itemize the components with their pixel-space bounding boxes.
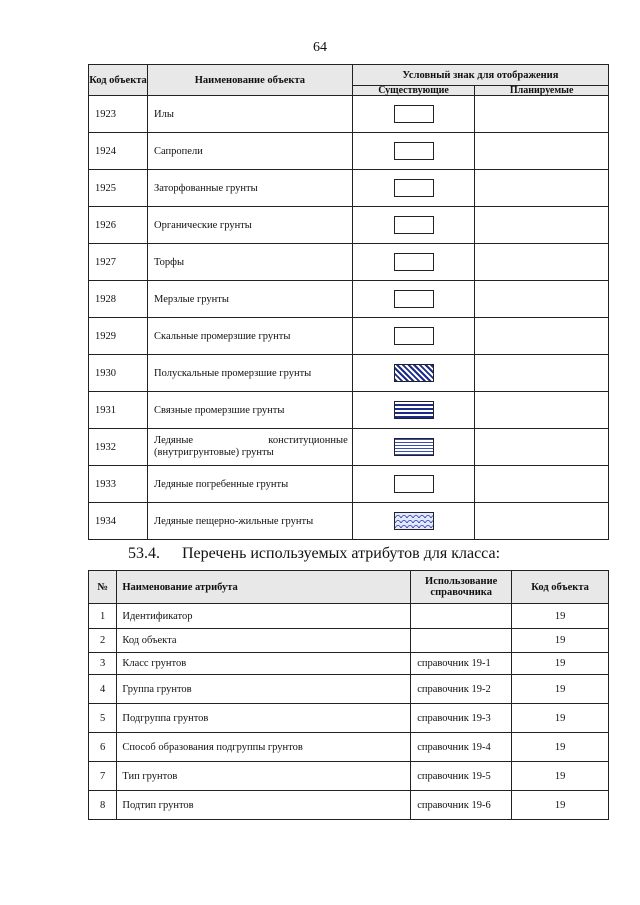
object-name: Органические грунты <box>148 207 353 244</box>
zigzag-pattern-icon <box>394 142 434 160</box>
header-attribute-name: Наименование атрибута <box>117 571 411 604</box>
checker-navy-pattern-icon <box>394 327 434 345</box>
brick-pattern-icon <box>394 253 434 271</box>
row-index: 1 <box>89 604 117 629</box>
reference-value: справочник 19-3 <box>411 704 512 733</box>
table-row <box>89 466 609 503</box>
table-row <box>89 429 609 466</box>
object-name: Сапропели <box>148 133 353 170</box>
header-symbol-group: Условный знак для отображения <box>352 65 608 86</box>
reference-value: справочник 19-1 <box>411 653 512 675</box>
section-title: Перечень используемых атрибутов для класса: <box>182 545 501 562</box>
table-row <box>89 733 609 762</box>
header-name: Наименование объекта <box>148 65 353 96</box>
row-index: 4 <box>89 675 117 704</box>
object-code: 19 <box>512 733 609 762</box>
row-index: 7 <box>89 762 117 791</box>
reference-value: справочник 19-4 <box>411 733 512 762</box>
planned-symbol-cell <box>475 170 609 207</box>
object-name: Полускальные промерзшие грунты <box>148 355 353 392</box>
wave-light-pattern-icon <box>394 290 434 308</box>
row-index: 2 <box>89 629 117 653</box>
table-row <box>89 762 609 791</box>
reference-value <box>411 629 512 653</box>
table-row <box>89 604 609 629</box>
object-code: 1926 <box>89 207 148 244</box>
object-name: Мерзлые грунты <box>148 281 353 318</box>
object-code: 19 <box>512 675 609 704</box>
thin-stripe-pattern-icon <box>394 438 434 456</box>
object-code: 1929 <box>89 318 148 355</box>
scallop-pattern-icon <box>394 512 434 530</box>
attribute-name: Группа грунтов <box>117 675 411 704</box>
row-index: 5 <box>89 704 117 733</box>
attribute-name: Подтип грунтов <box>117 791 411 820</box>
table-row <box>89 244 609 281</box>
reference-value: справочник 19-2 <box>411 675 512 704</box>
reference-value: справочник 19-6 <box>411 791 512 820</box>
planned-symbol-cell <box>475 281 609 318</box>
table-row <box>89 281 609 318</box>
object-name: Скальные промерзшие грунты <box>148 318 353 355</box>
table-row <box>89 355 609 392</box>
planned-symbol-cell <box>475 207 609 244</box>
object-code: 1927 <box>89 244 148 281</box>
zigzag-olive-pattern-icon <box>394 216 434 234</box>
object-name: Торфы <box>148 244 353 281</box>
attribute-name: Тип грунтов <box>117 762 411 791</box>
object-name-line1: Ледяные конституционные <box>154 435 348 446</box>
object-code: 1923 <box>89 96 148 133</box>
header-reference: Использование справочника <box>411 571 512 604</box>
object-code: 1934 <box>89 503 148 540</box>
planned-symbol-cell <box>475 355 609 392</box>
attributes-table <box>88 570 609 820</box>
attribute-name: Подгруппа грунтов <box>117 704 411 733</box>
checker-pattern-icon <box>394 179 434 197</box>
header-object-code: Код объекта <box>512 571 609 604</box>
attribute-name: Код объекта <box>117 629 411 653</box>
planned-symbol-cell <box>475 318 609 355</box>
table-row <box>89 629 609 653</box>
table-row <box>89 704 609 733</box>
header-index: № <box>89 571 117 604</box>
object-name: Ледяные погребенные грунты <box>148 466 353 503</box>
row-index: 3 <box>89 653 117 675</box>
table-row <box>89 96 609 133</box>
attribute-name: Идентификатор <box>117 604 411 629</box>
table-row <box>89 653 609 675</box>
symbols-table <box>88 64 609 540</box>
object-name <box>148 429 353 466</box>
planned-symbol-cell <box>475 429 609 466</box>
planned-symbol-cell <box>475 244 609 281</box>
wave-pattern-icon <box>394 105 434 123</box>
reference-value <box>411 604 512 629</box>
object-name: Илы <box>148 96 353 133</box>
table-row <box>89 207 609 244</box>
header-planned: Планируемые <box>475 86 609 96</box>
object-name: Заторфованные грунты <box>148 170 353 207</box>
table-row <box>89 133 609 170</box>
attribute-name: Способ образования подгруппы грунтов <box>117 733 411 762</box>
attribute-name: Класс грунтов <box>117 653 411 675</box>
horizontal-stripe-pattern-icon <box>394 401 434 419</box>
object-code: 1930 <box>89 355 148 392</box>
diagonal-pattern-icon <box>394 364 434 382</box>
object-code: 19 <box>512 604 609 629</box>
table-row <box>89 791 609 820</box>
object-code: 1932 <box>89 429 148 466</box>
object-code: 19 <box>512 629 609 653</box>
table-row <box>89 503 609 540</box>
row-index: 6 <box>89 733 117 762</box>
table-row <box>89 675 609 704</box>
section-heading <box>128 545 500 563</box>
table-row <box>89 318 609 355</box>
row-index: 8 <box>89 791 117 820</box>
reference-value: справочник 19-5 <box>411 762 512 791</box>
planned-symbol-cell <box>475 392 609 429</box>
planned-symbol-cell <box>475 96 609 133</box>
header-existing: Существующие <box>352 86 475 96</box>
object-name: Связные промерзшие грунты <box>148 392 353 429</box>
table-row <box>89 392 609 429</box>
page-number: 64 <box>313 40 327 55</box>
header-code: Код объекта <box>89 65 148 96</box>
object-name: Ледяные пещерно-жильные грунты <box>148 503 353 540</box>
table-row <box>89 170 609 207</box>
object-code: 1928 <box>89 281 148 318</box>
planned-symbol-cell <box>475 466 609 503</box>
object-code: 19 <box>512 791 609 820</box>
object-code: 1924 <box>89 133 148 170</box>
object-code: 19 <box>512 762 609 791</box>
object-code: 19 <box>512 704 609 733</box>
planned-symbol-cell <box>475 503 609 540</box>
planned-symbol-cell <box>475 133 609 170</box>
object-code: 1933 <box>89 466 148 503</box>
grid-pattern-icon <box>394 475 434 493</box>
object-code: 19 <box>512 653 609 675</box>
object-code: 1931 <box>89 392 148 429</box>
object-code: 1925 <box>89 170 148 207</box>
object-name-line2: (внутригрунтовые) грунты <box>154 447 274 458</box>
section-number: 53.4. <box>128 545 160 562</box>
